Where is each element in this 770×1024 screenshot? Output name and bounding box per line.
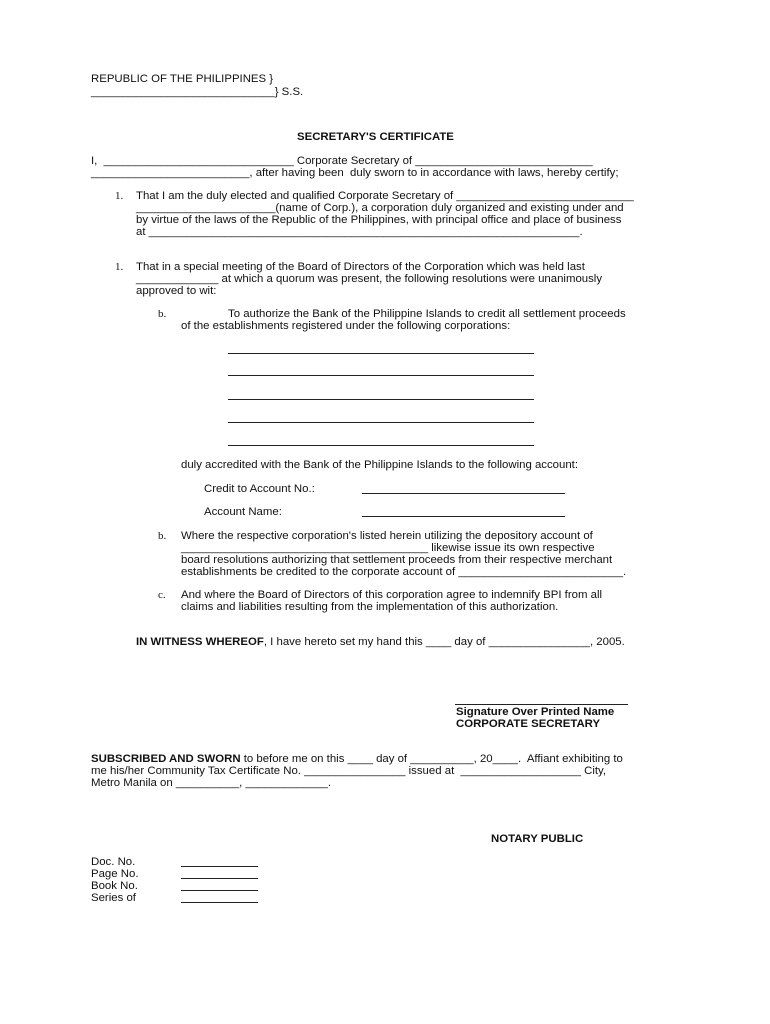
credit-account-blank[interactable]	[362, 493, 565, 494]
item-1-marker: 1.	[115, 190, 124, 202]
page-no-blank[interactable]	[181, 878, 258, 879]
resolution-b2-line-2[interactable]: _______________________________________ likewise issue its own respective	[181, 542, 595, 554]
subscribed-line-1[interactable]	[91, 753, 623, 765]
resolution-b-marker: b.	[158, 308, 167, 320]
subscribed-line-2[interactable]: me his/her Community Tax Certificate No. ________________ issued at ___________________ City,	[91, 765, 607, 777]
account-name-label: Account Name:	[204, 506, 282, 518]
series-label: Series of	[91, 892, 136, 904]
subscribed-lead: SUBSCRIBED AND SWORN	[91, 753, 241, 765]
signature-printed-name-label: Signature Over Printed Name	[456, 706, 615, 718]
corporation-blank-3[interactable]	[228, 399, 534, 400]
republic-heading: REPUBLIC OF THE PHILIPPINES }	[91, 73, 274, 85]
page-title: SECRETARY'S CERTIFICATE	[297, 131, 454, 143]
resolution-b-line-2: of the establishments registered under the following corporations:	[181, 320, 511, 332]
resolution-b2-marker: b.	[158, 530, 167, 542]
resolution-c-line-1: And where the Board of Directors of this corporation agree to indemnify BPI from all	[181, 589, 603, 601]
item-2-marker: 1.	[115, 261, 124, 273]
notary-public-label: NOTARY PUBLIC	[491, 833, 584, 845]
witness-line[interactable]	[136, 636, 625, 648]
series-blank[interactable]	[181, 902, 258, 903]
book-no-label: Book No.	[91, 880, 138, 892]
signature-line[interactable]	[455, 704, 628, 705]
corporate-secretary-label: CORPORATE SECRETARY	[456, 718, 601, 730]
intro-line-2[interactable]: _________________________, after having been duly sworn to in accordance with laws, hereby certify;	[91, 167, 619, 179]
subscribed-text[interactable]: to before me on this ____ day of __________, 20____. Affiant exhibiting to	[240, 753, 623, 765]
item-2-line-1: That in a special meeting of the Board of Directors of the Corporation which was held last	[136, 261, 585, 273]
item-2-line-3: approved to wit:	[136, 285, 217, 297]
corporation-blank-5[interactable]	[228, 445, 534, 446]
intro-line-1[interactable]: I, ______________________________ Corporate Secretary of ____________________________	[91, 155, 593, 167]
item-1-line-2[interactable]: ______________________(name of Corp.), a corporation duly organized and existing under and	[136, 202, 624, 214]
page-no-label: Page No.	[91, 868, 139, 880]
resolution-c-marker: c.	[158, 589, 166, 601]
resolution-c-line-2: claims and liabilities resulting from the implementation of this authorization.	[181, 601, 559, 613]
credit-account-label: Credit to Account No.:	[204, 483, 315, 495]
witness-text[interactable]: , I have hereto set my hand this ____ day of ________________, 2005.	[263, 636, 625, 648]
book-no-blank[interactable]	[181, 890, 258, 891]
corporation-blank-4[interactable]	[228, 422, 534, 423]
account-name-blank[interactable]	[362, 516, 565, 517]
item-1-line-4[interactable]: at ____________________________________________________________________.	[136, 226, 583, 238]
doc-no-blank[interactable]	[181, 866, 258, 867]
accredited-text: duly accredited with the Bank of the Philippine Islands to the following account:	[181, 459, 579, 471]
item-1-line-3: by virtue of the laws of the Republic of the Philippines, with principal office and place of business	[136, 214, 622, 226]
corporation-blank-2[interactable]	[228, 375, 534, 376]
doc-no-label: Doc. No.	[91, 856, 136, 868]
subscribed-line-3[interactable]: Metro Manila on __________, _____________.	[91, 777, 332, 789]
resolution-b2-line-4[interactable]: establishments be credited to the corporate account of __________________________.	[181, 566, 627, 578]
witness-lead: IN WITNESS WHEREOF	[136, 636, 264, 648]
item-1-line-1[interactable]: That I am the duly elected and qualified Corporate Secretary of ____________________________	[136, 190, 634, 202]
resolution-b2-line-3: board resolutions authorizing that settlement proceeds from their respective merchant	[181, 554, 613, 566]
resolution-b-line-1: To authorize the Bank of the Philippine Islands to credit all settlement proceeds	[228, 308, 626, 320]
corporation-blank-1[interactable]	[228, 353, 534, 354]
ss-venue-line[interactable]: _____________________________} S.S.	[91, 86, 304, 98]
item-2-line-2[interactable]: _____________ at which a quorum was present, the following resolutions were unanimously	[136, 273, 603, 285]
resolution-b2-line-1: Where the respective corporation's listed herein utilizing the depository account of	[181, 530, 593, 542]
